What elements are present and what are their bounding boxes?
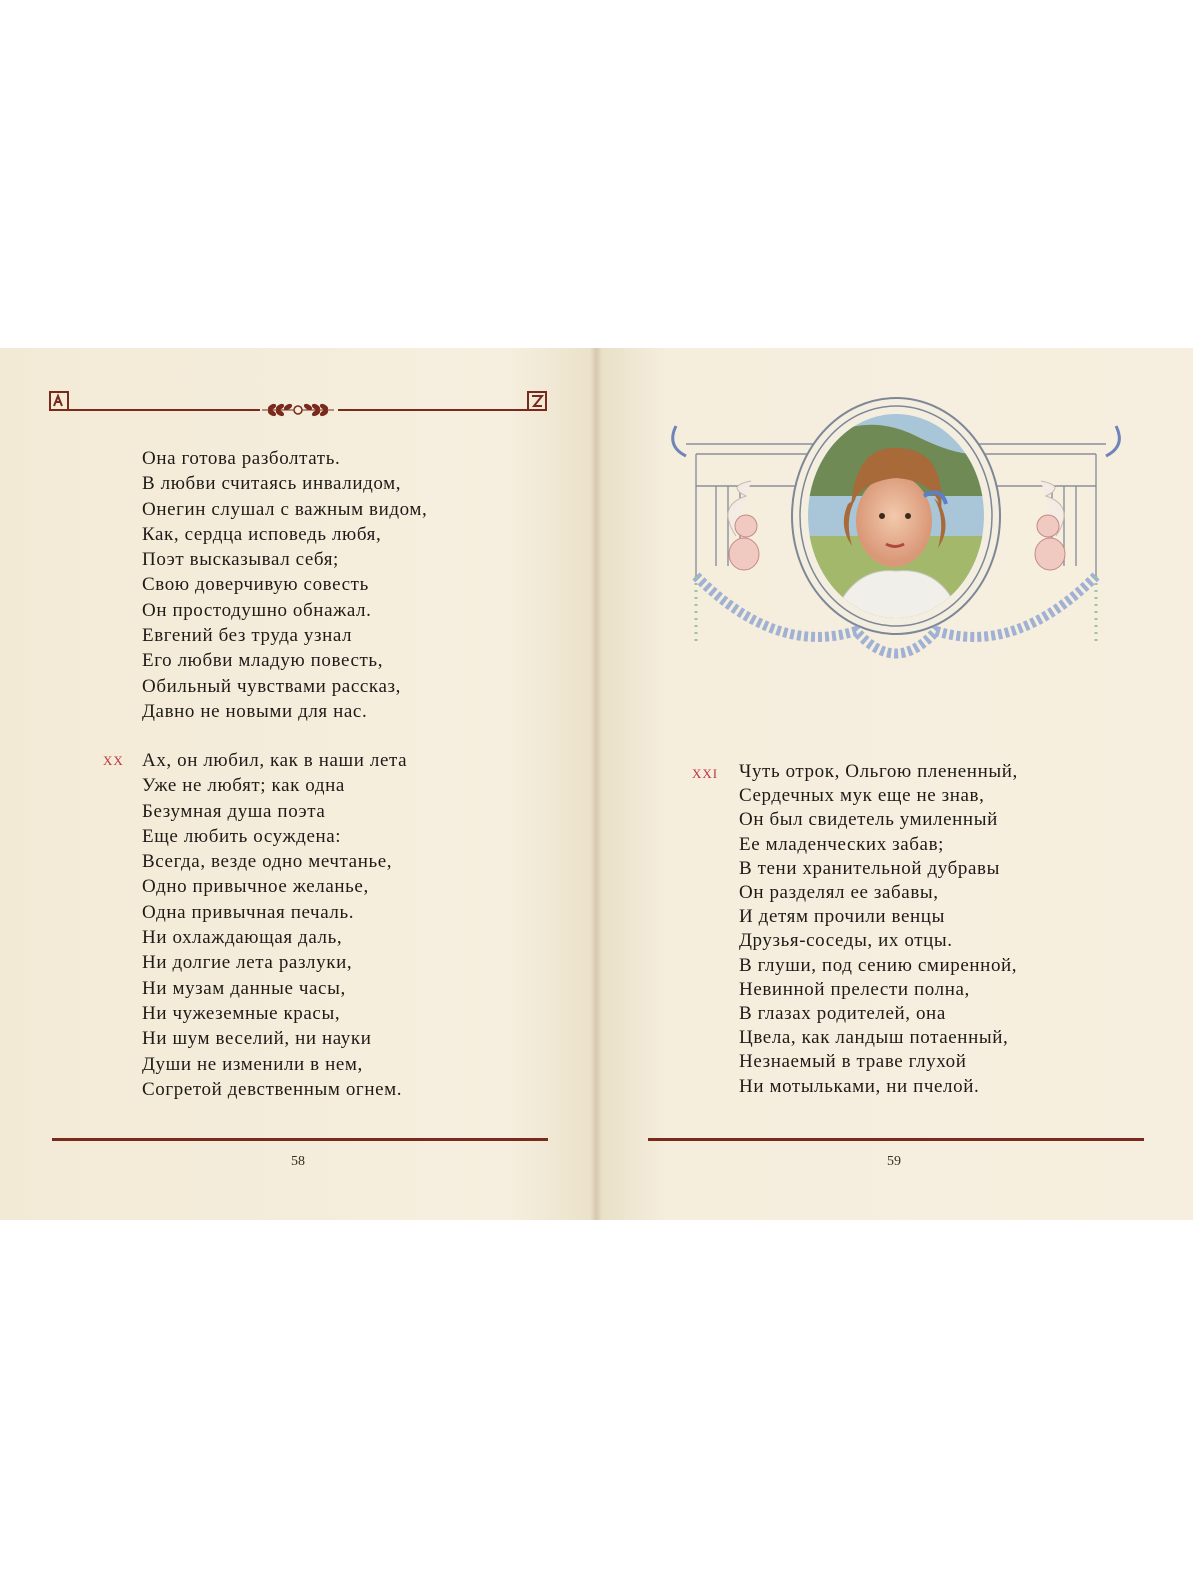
verse-line: Давно не новыми для нас. bbox=[142, 700, 368, 722]
verse-line: В глуши, под сению смиренной, bbox=[739, 954, 1018, 976]
stanza-xxi bbox=[739, 760, 1018, 1099]
verse-line: Согретой девственным огнем. bbox=[142, 1078, 403, 1100]
cherub-icon bbox=[1035, 481, 1065, 570]
verse-line: Души не изменили в нем, bbox=[142, 1053, 363, 1075]
left-page bbox=[0, 348, 596, 1220]
book-gutter bbox=[590, 348, 602, 1220]
verse-line: Как, сердца исповедь любя, bbox=[142, 523, 382, 545]
verse-line: Евгений без труда узнал bbox=[142, 625, 353, 647]
verse-line: В глазах родителей, она bbox=[739, 1003, 946, 1025]
portrait-illustration bbox=[656, 386, 1136, 686]
verse-line: Еще любить осуждена: bbox=[142, 825, 342, 847]
verse-line: Всегда, везде одно мечтанье, bbox=[142, 851, 393, 873]
header-ornament bbox=[48, 388, 550, 418]
verse-line: Ни долгие лета разлуки, bbox=[142, 952, 353, 974]
book-spread bbox=[0, 348, 1193, 1220]
laurel-ornament-icon bbox=[262, 403, 334, 416]
page-number: 58 bbox=[291, 1154, 305, 1169]
verse-line: Она готова разболтать. bbox=[142, 448, 341, 469]
verse-line: Поэт высказывал себя; bbox=[142, 549, 339, 571]
verse-line: Одна привычная печаль. bbox=[142, 901, 355, 923]
verse-line: Невинной прелести полна, bbox=[739, 978, 970, 1000]
verse-line: Ни шум веселий, ни науки bbox=[142, 1028, 372, 1050]
verse-line: Одно привычное желанье, bbox=[142, 876, 369, 898]
verse-line: Ах, он любил, как в наши лета bbox=[142, 750, 408, 771]
stanza-continuation bbox=[142, 446, 427, 724]
footer-rule bbox=[648, 1138, 1144, 1141]
right-page bbox=[596, 348, 1193, 1220]
page-number: 59 bbox=[887, 1154, 901, 1169]
verse-line: Друзья-соседы, их отцы. bbox=[739, 930, 953, 952]
verse-line: Свою доверчивую совесть bbox=[142, 574, 369, 596]
verse-line: Ни чужеземные красы, bbox=[142, 1002, 341, 1024]
verse-line: Сердечных мук еще не знав, bbox=[739, 785, 985, 807]
verse-line: В тени хранительной дубравы bbox=[739, 857, 1000, 879]
stanza-xx bbox=[142, 748, 407, 1102]
stanza-number: XXI bbox=[692, 766, 719, 781]
verse-line: Он разделял ее забавы, bbox=[739, 882, 939, 904]
verse-line: И детям прочили венцы bbox=[739, 906, 945, 928]
verse-line: Незнаемый в траве глухой bbox=[739, 1051, 967, 1073]
footer-rule bbox=[52, 1138, 548, 1141]
corner-ornament-icon bbox=[50, 392, 546, 410]
verse-line: Ни музам данные часы, bbox=[142, 977, 346, 999]
stanza-number: XX bbox=[103, 753, 124, 768]
verse-line: Он был свидетель умиленный bbox=[739, 809, 998, 831]
verse-line: Он простодушно обнажал. bbox=[142, 599, 372, 621]
verse-line: Цвела, как ландыш потаенный, bbox=[739, 1027, 1009, 1049]
cherub-icon bbox=[728, 481, 759, 570]
verse-line: Обильный чувствами рассказ, bbox=[142, 675, 401, 697]
verse-line: Безумная душа поэта bbox=[142, 800, 326, 822]
verse-line: Ее младенческих забав; bbox=[739, 833, 945, 855]
verse-line: Его любви младую повесть, bbox=[142, 650, 384, 672]
verse-line: Чуть отрок, Ольгою плененный, bbox=[739, 761, 1018, 782]
verse-line: Ни охлаждающая даль, bbox=[142, 927, 343, 949]
verse-line: Онегин слушал с важным видом, bbox=[142, 498, 428, 520]
verse-line: Уже не любят; как одна bbox=[142, 775, 345, 797]
verse-line: Ни мотыльками, ни пчелой. bbox=[739, 1075, 980, 1097]
verse-line: В любви считаясь инвалидом, bbox=[142, 473, 402, 495]
